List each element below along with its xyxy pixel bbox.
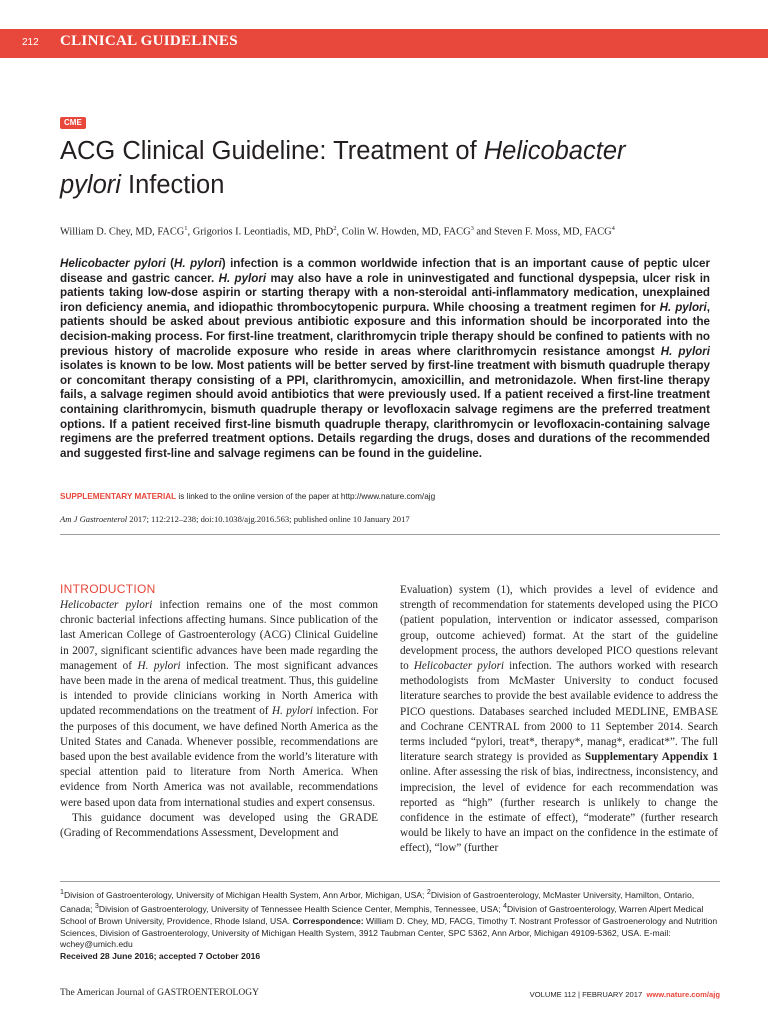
body-text: infection. The most significant advances have been made in the arena of medical treatment. Thus, this guideline is intended to provide clinicians working in North America with updated recommendations on the treatment of [60,659,378,718]
supplementary-link-text[interactable]: is linked to the online version of the paper at http://www.nature.com/ajg [176,492,436,501]
affiliation-marker: 2 [426,888,431,896]
abstract-italic: H. pylori [218,271,267,285]
divider [60,534,720,535]
abstract-text: ) infection is a common worldwide infection that is an important cause of peptic ulcer disease and gastric cancer. [60,257,710,285]
supplementary-label: SUPPLEMENTARY MATERIAL [60,492,177,501]
affiliation-marker: 2 [333,225,337,232]
body-text: online. After assessing the risk of bias, indirectness, inconsistency, and imprecision, the level of evidence for each recommendation was reported as “high” (further research is unlikely to change the confidence in the estimate of effect), “moderate” (further research would be likely to have an impact on the confidence in the estimate of effect), “low” (further [400,766,718,855]
author-separator: , [187,226,193,238]
author-list [60,222,740,239]
body-column-right [400,583,718,857]
divider [60,881,720,882]
affiliation-marker: 1 [184,225,188,232]
affiliation-text: Division of Gastroenterology, Warren Alpert Medical School of Brown University, Providence, Rhode Island, USA. [60,904,704,926]
title-text: ACG Clinical Guideline: Treatment of [60,137,484,165]
author-name: William D. Chey, MD, FACG [60,226,185,238]
abstract-italic: Helicobacter pylori [60,257,166,270]
article-title [60,134,720,202]
supplementary-note [60,491,720,503]
journal-name [60,988,259,998]
correspondence-text: William D. Chey, MD, FACG, Timothy T. Nostrant Professor of Gastroenerology and Nutrition Sciences, Division of Gastroenterology, University of Michigan Health System, 3912 Taubman Center, SPC 5362, Ann Arbor, Michigan 49109-5362, USA. E-mail: wchey@umich.edu [60,915,718,950]
body-italic: Helicobacter pylori [413,660,505,673]
paragraph [400,583,718,857]
footnotes [60,887,720,962]
abstract-italic: H. pylori [660,344,710,358]
journal-url-link[interactable]: www.nature.com/ajg [646,990,720,999]
citation-journal: Am J Gastroenterol [60,514,128,524]
title-text-end: Infection [120,171,225,199]
body-text: infection. The authors worked with research methodologists from McMaster University to conduct focused literature searches to provide the best available evidence to address the PICO questions. Databases searched included MEDLINE, EMBASE and Cochrane CENTRAL from 2000 to 11 September 2014. Search terms included “pylori, treat*, therapy*, manag*, eradicat*”. The full literature search strategy is provided as [400,660,719,764]
abstract-text: , patients should be asked about previous antibiotic exposure and this information should be incorporated into the decision-making process. For first-line treatment, clarithromycin triple therapy should be confined to patients with no previous history of macrolide exposure who reside in areas where clarithromycin resistance amongst [60,300,710,358]
paragraph: This guidance document was developed using the GRADE (Grading of Recommendations Assessment, Development and [60,811,378,840]
section-heading: INTRODUCTION [60,582,156,596]
abstract-text: ( [165,257,175,270]
affiliation-marker: 4 [611,225,615,232]
section-title: CLINICAL GUIDELINES [60,33,238,49]
body-italic: H. pylori [271,705,314,718]
author-name: Steven F. Moss, MD, FACG [494,226,612,238]
cme-badge: CME [60,117,86,129]
received-dates: Received 28 June 2016; accepted 7 October 2016 [60,950,261,961]
affiliation-text: Division of Gastroenterology, University of Michigan Health System, Ann Arbor, Michigan, USA; [63,889,427,900]
abstract-text: isolates is known to be low. Most patients will be better served by first-line treatment with bismuth quadruple therapy or concomitant therapy consisting of a PPI, clarithromycin, amoxicillin, and metronidazole. When first-line therapy fails, a salvage regimen should avoid antibiotics that were previously used. If a patient received a first-line treatment containing clarithromycin, bismuth quadruple therapy or levofloxacin salvage regimens are the preferred treatment options. If a patient received first-line bismuth quadruple therapy, clarithromycin or levofloxacin-containing salvage regimens are the preferred treatment options. Details regarding the drugs, doses and durations of the recommended and suggested first-line and salvage regimens can be found in the guideline. [60,359,710,460]
footer-volume [530,990,720,999]
affiliations [60,887,720,951]
citation-text: 2017; 112:212–238; doi:10.1038/ajg.2016.563; published online 10 January 2017 [127,514,410,524]
page-number: 212 [22,37,39,48]
running-header [0,29,768,58]
affiliation-marker: 3 [470,225,474,232]
abstract-italic: H. pylori [174,257,222,270]
body-italic: H. pylori [137,659,181,672]
body-text: infection. For the purposes of this document, we have defined North America as the United States and Canada. Whenever possible, recommendations are based upon the best available evidence from the world’s literature with special attention paid to literature from North America. When evidence from North America was not available, recommendations were based upon data from international studies and expert consensus. [60,705,378,809]
abstract [60,257,710,461]
author-separator: , [336,226,342,238]
title-italic-species: pylori [60,171,121,199]
author-name: Grigorios I. Leontiadis, MD, PhD [192,226,334,238]
citation-line [60,513,720,525]
body-text: Evaluation) system (1), which provides a level of evidence and strength of recommendation for statements developed using the PICO (patient population, intervention or indicator assessed, comparison group, outcome achieved) format. At the start of the guideline development process, the authors developed PICO questions relevant to [400,584,718,673]
affiliation-marker: 3 [94,902,99,911]
affiliation-text: Division of Gastroenterology, McMaster University, Hamilton, Ontario, Canada; [60,889,695,915]
title-italic-genus: Helicobacter [483,137,626,165]
body-column-left [60,582,378,841]
affiliation-marker: 4 [502,902,507,911]
author-separator: and [473,226,495,238]
supplementary-appendix-link[interactable]: Supplementary Appendix 1 [585,751,718,764]
body-text: infection remains one of the most common chronic bacterial infections affecting humans. Since publication of the last American College of Gastroenterology (ACG) Clinical Guideline in 2007, significant scientific advances have been made regarding the management of [60,599,379,672]
volume-text: VOLUME 112 | FEBRUARY 2017 [529,990,643,999]
affiliation-marker: 1 [60,888,64,896]
abstract-text: may also have a role in uninvestigated and functional dyspepsia, ulcer risk in patients taking low-dose aspirin or starting therapy with a non-steroidal anti-inflammatory medication, unexplained iron deficiency anemia, and idiopathic thrombocytopenic purpura. While choosing a treatment regimen for [60,271,710,314]
correspondence-label: Correspondence: [292,915,364,926]
journal-main: GASTROENTEROLOGY [157,988,259,998]
body-italic: Helicobacter pylori [60,599,153,611]
affiliation-text: Division of Gastroenterology, University of Tennessee Health Science Center, Memphis, Tennessee, USA; [98,904,503,915]
paragraph [60,598,378,811]
abstract-italic: H. pylori [659,300,707,314]
journal-prefix: The American Journal of [60,988,158,998]
author-name: Colin W. Howden, MD, FACG [341,226,471,238]
